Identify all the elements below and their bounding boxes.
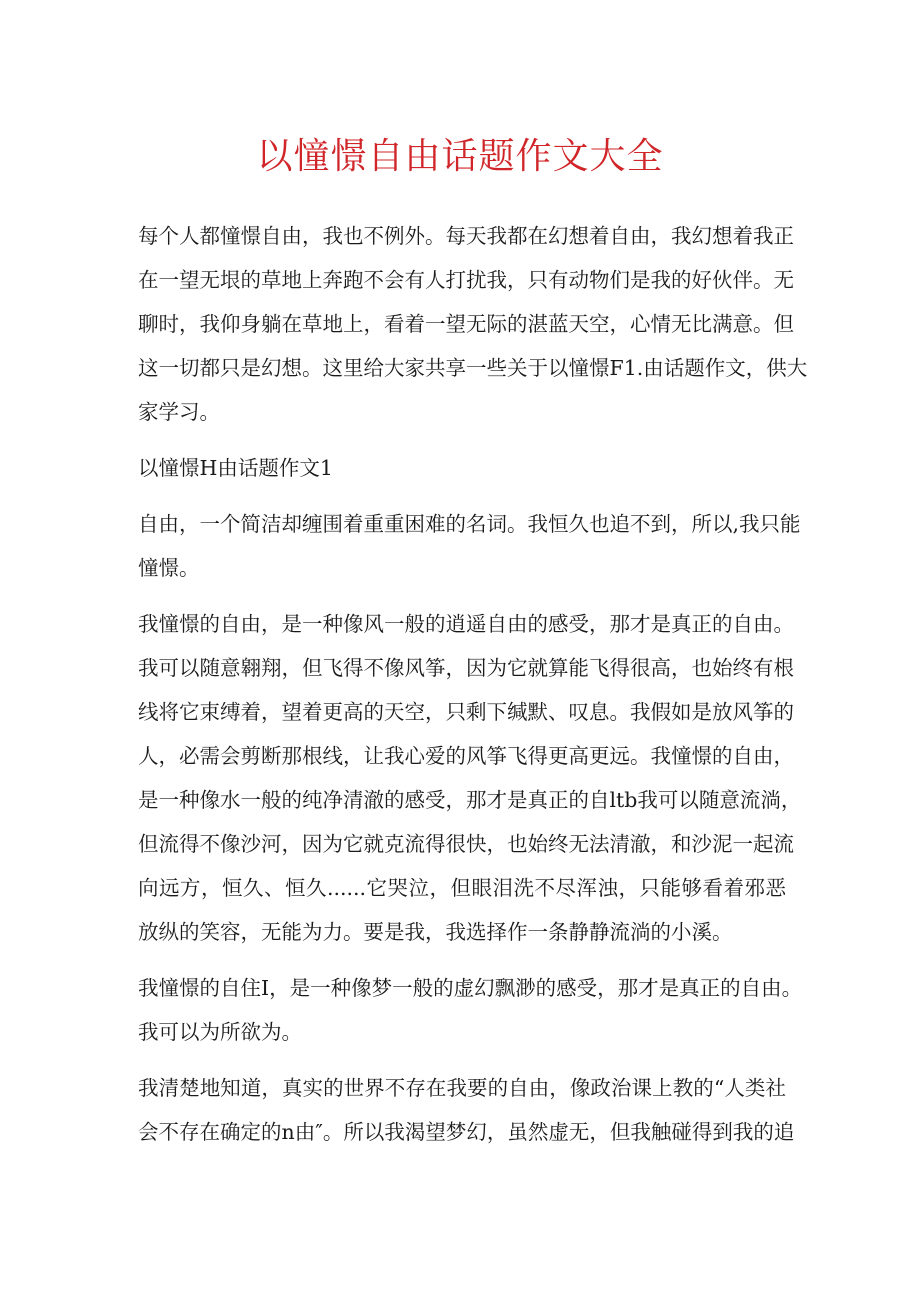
text-line: 我清楚地知道，真实的世界不存在我要的自由，像政治课上教的“人类社 xyxy=(138,1076,786,1100)
text-line: 我可以随意翱翔，但飞得不像风筝，因为它就算能飞得很高，也始终有根 xyxy=(138,656,794,680)
intro-paragraph xyxy=(138,214,808,434)
text-line: 自由，一个简洁却缠围着重重困难的名词。我恒久也追不到，所以,我只能 xyxy=(138,512,801,536)
text-line: 放纵的笑容，无能为力。要是我，我选择作一条静静流淌的小溪。 xyxy=(138,920,733,944)
document-body xyxy=(138,214,808,1154)
text-line: 每个人都憧憬自由，我也不例外。每天我都在幻想着自由，我幻想着我正 xyxy=(138,224,794,248)
document-title: 以憧憬自由话题作文大全 xyxy=(256,136,664,177)
text-line: 人，必需会剪断那根线，让我心爱的风筝飞得更高更远。我憧憬的自由， xyxy=(138,744,794,768)
text-line: 但流得不像沙河，因为它就克流得很快，也始终无法清澈，和沙泥一起流 xyxy=(138,832,794,856)
text-line: 向远方，恒久、恒久......它哭泣，但眼泪洗不尽浑浊，只能够看着邪恶 xyxy=(138,876,786,900)
text-line: 聊时，我仰身躺在草地上，看着一望无际的湛蓝天空，心情无比满意。但 xyxy=(138,312,794,336)
text-line: 这一切都只是幻想。这里给大家共享一些关于以憧憬F1.由话题作文，供大 xyxy=(138,356,808,380)
text-line: 我憧憬的自由，是一种像风一般的逍遥自由的感受，那才是真正的自由。 xyxy=(138,612,794,636)
text-line: 会不存在确定的n由″。所以我渴望梦幻，虽然虚无，但我触碰得到我的追 xyxy=(138,1120,795,1144)
text-line: 在一望无垠的草地上奔跑不会有人打扰我，只有动物们是我的好伙伴。无 xyxy=(138,268,794,292)
body-paragraph xyxy=(138,502,801,590)
essay-heading: 以憧憬H由话题作文1 xyxy=(138,456,333,480)
text-line: 我可以为所欲为。 xyxy=(138,1020,302,1044)
body-paragraph xyxy=(138,602,802,954)
body-paragraph xyxy=(138,966,803,1054)
text-line: 我憧憬的自住I，是一种像梦一般的虚幻飘渺的感受，那才是真正的自由。 xyxy=(138,976,803,1000)
text-line: 是一种像水一般的纯净清澈的感受，那才是真正的自ltb我可以随意流淌， xyxy=(138,788,802,812)
text-line: 线将它束缚着，望着更高的天空，只剩下缄默、叹息。我假如是放风筝的 xyxy=(138,700,794,724)
text-line: 憧憬。 xyxy=(138,556,200,580)
text-line: 家学习。 xyxy=(138,400,220,424)
body-paragraph xyxy=(138,1066,795,1154)
